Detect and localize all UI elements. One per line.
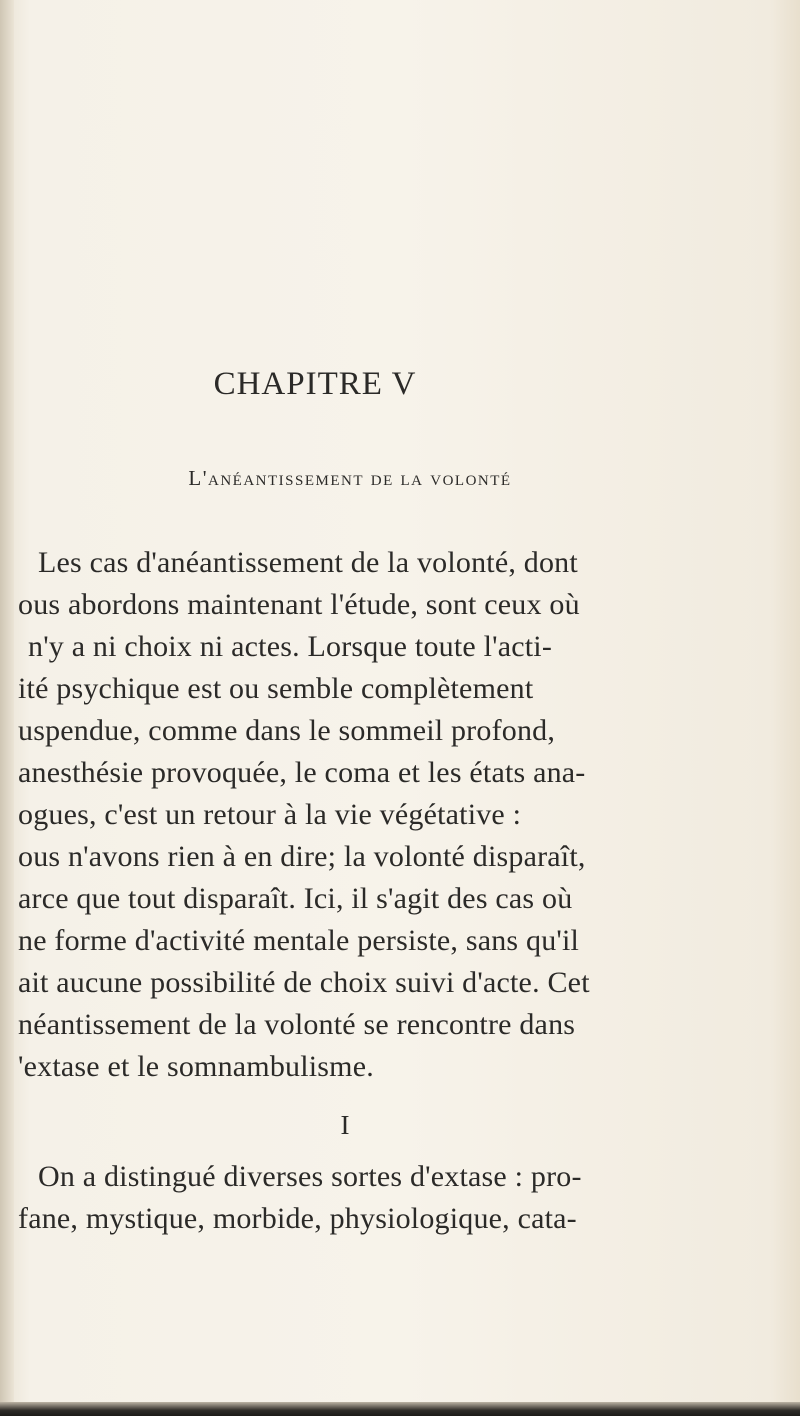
paragraph-line: anesthésie provoquée, le coma et les états ana-: [18, 756, 586, 789]
paragraph-line: n'y a ni choix ni actes. Lorsque toute l'acti-: [28, 630, 553, 663]
paragraph-line: 'extase et le somnambulisme.: [18, 1050, 374, 1083]
page-gutter: [0, 0, 14, 1416]
paragraph-line: ous abordons maintenant l'étude, sont ceux où: [18, 588, 580, 621]
paragraph-line: ait aucune possibilité de choix suivi d'acte. Cet: [18, 966, 590, 999]
paragraph-line: ous n'avons rien à en dire; la volonté disparaît,: [18, 840, 586, 873]
paragraph-line: fane, mystique, morbide, physiologique, cata-: [18, 1202, 577, 1235]
paragraph-line: uspendue, comme dans le sommeil profond,: [18, 714, 556, 747]
paragraph-line: ité psychique est ou semble complètement: [18, 672, 534, 705]
paragraph-line: On a distingué diverses sortes d'extase : pro-: [38, 1160, 582, 1193]
paragraph-line: ogues, c'est un retour à la vie végétative :: [18, 798, 522, 831]
paragraph-line: arce que tout disparaît. Ici, il s'agit des cas où: [18, 882, 573, 915]
paragraph-line: Les cas d'anéantissement de la volonté, dont: [38, 546, 578, 579]
paragraph-line: ne forme d'activité mentale persiste, sans qu'il: [18, 924, 580, 957]
chapter-title: CHAPITRE V: [213, 366, 417, 402]
section-number: I: [340, 1110, 350, 1140]
paragraph-line: néantissement de la volonté se rencontre dans: [18, 1008, 576, 1041]
page-bottom-edge: [0, 1402, 800, 1416]
chapter-subtitle: L'anéantissement de la volonté: [188, 466, 512, 490]
